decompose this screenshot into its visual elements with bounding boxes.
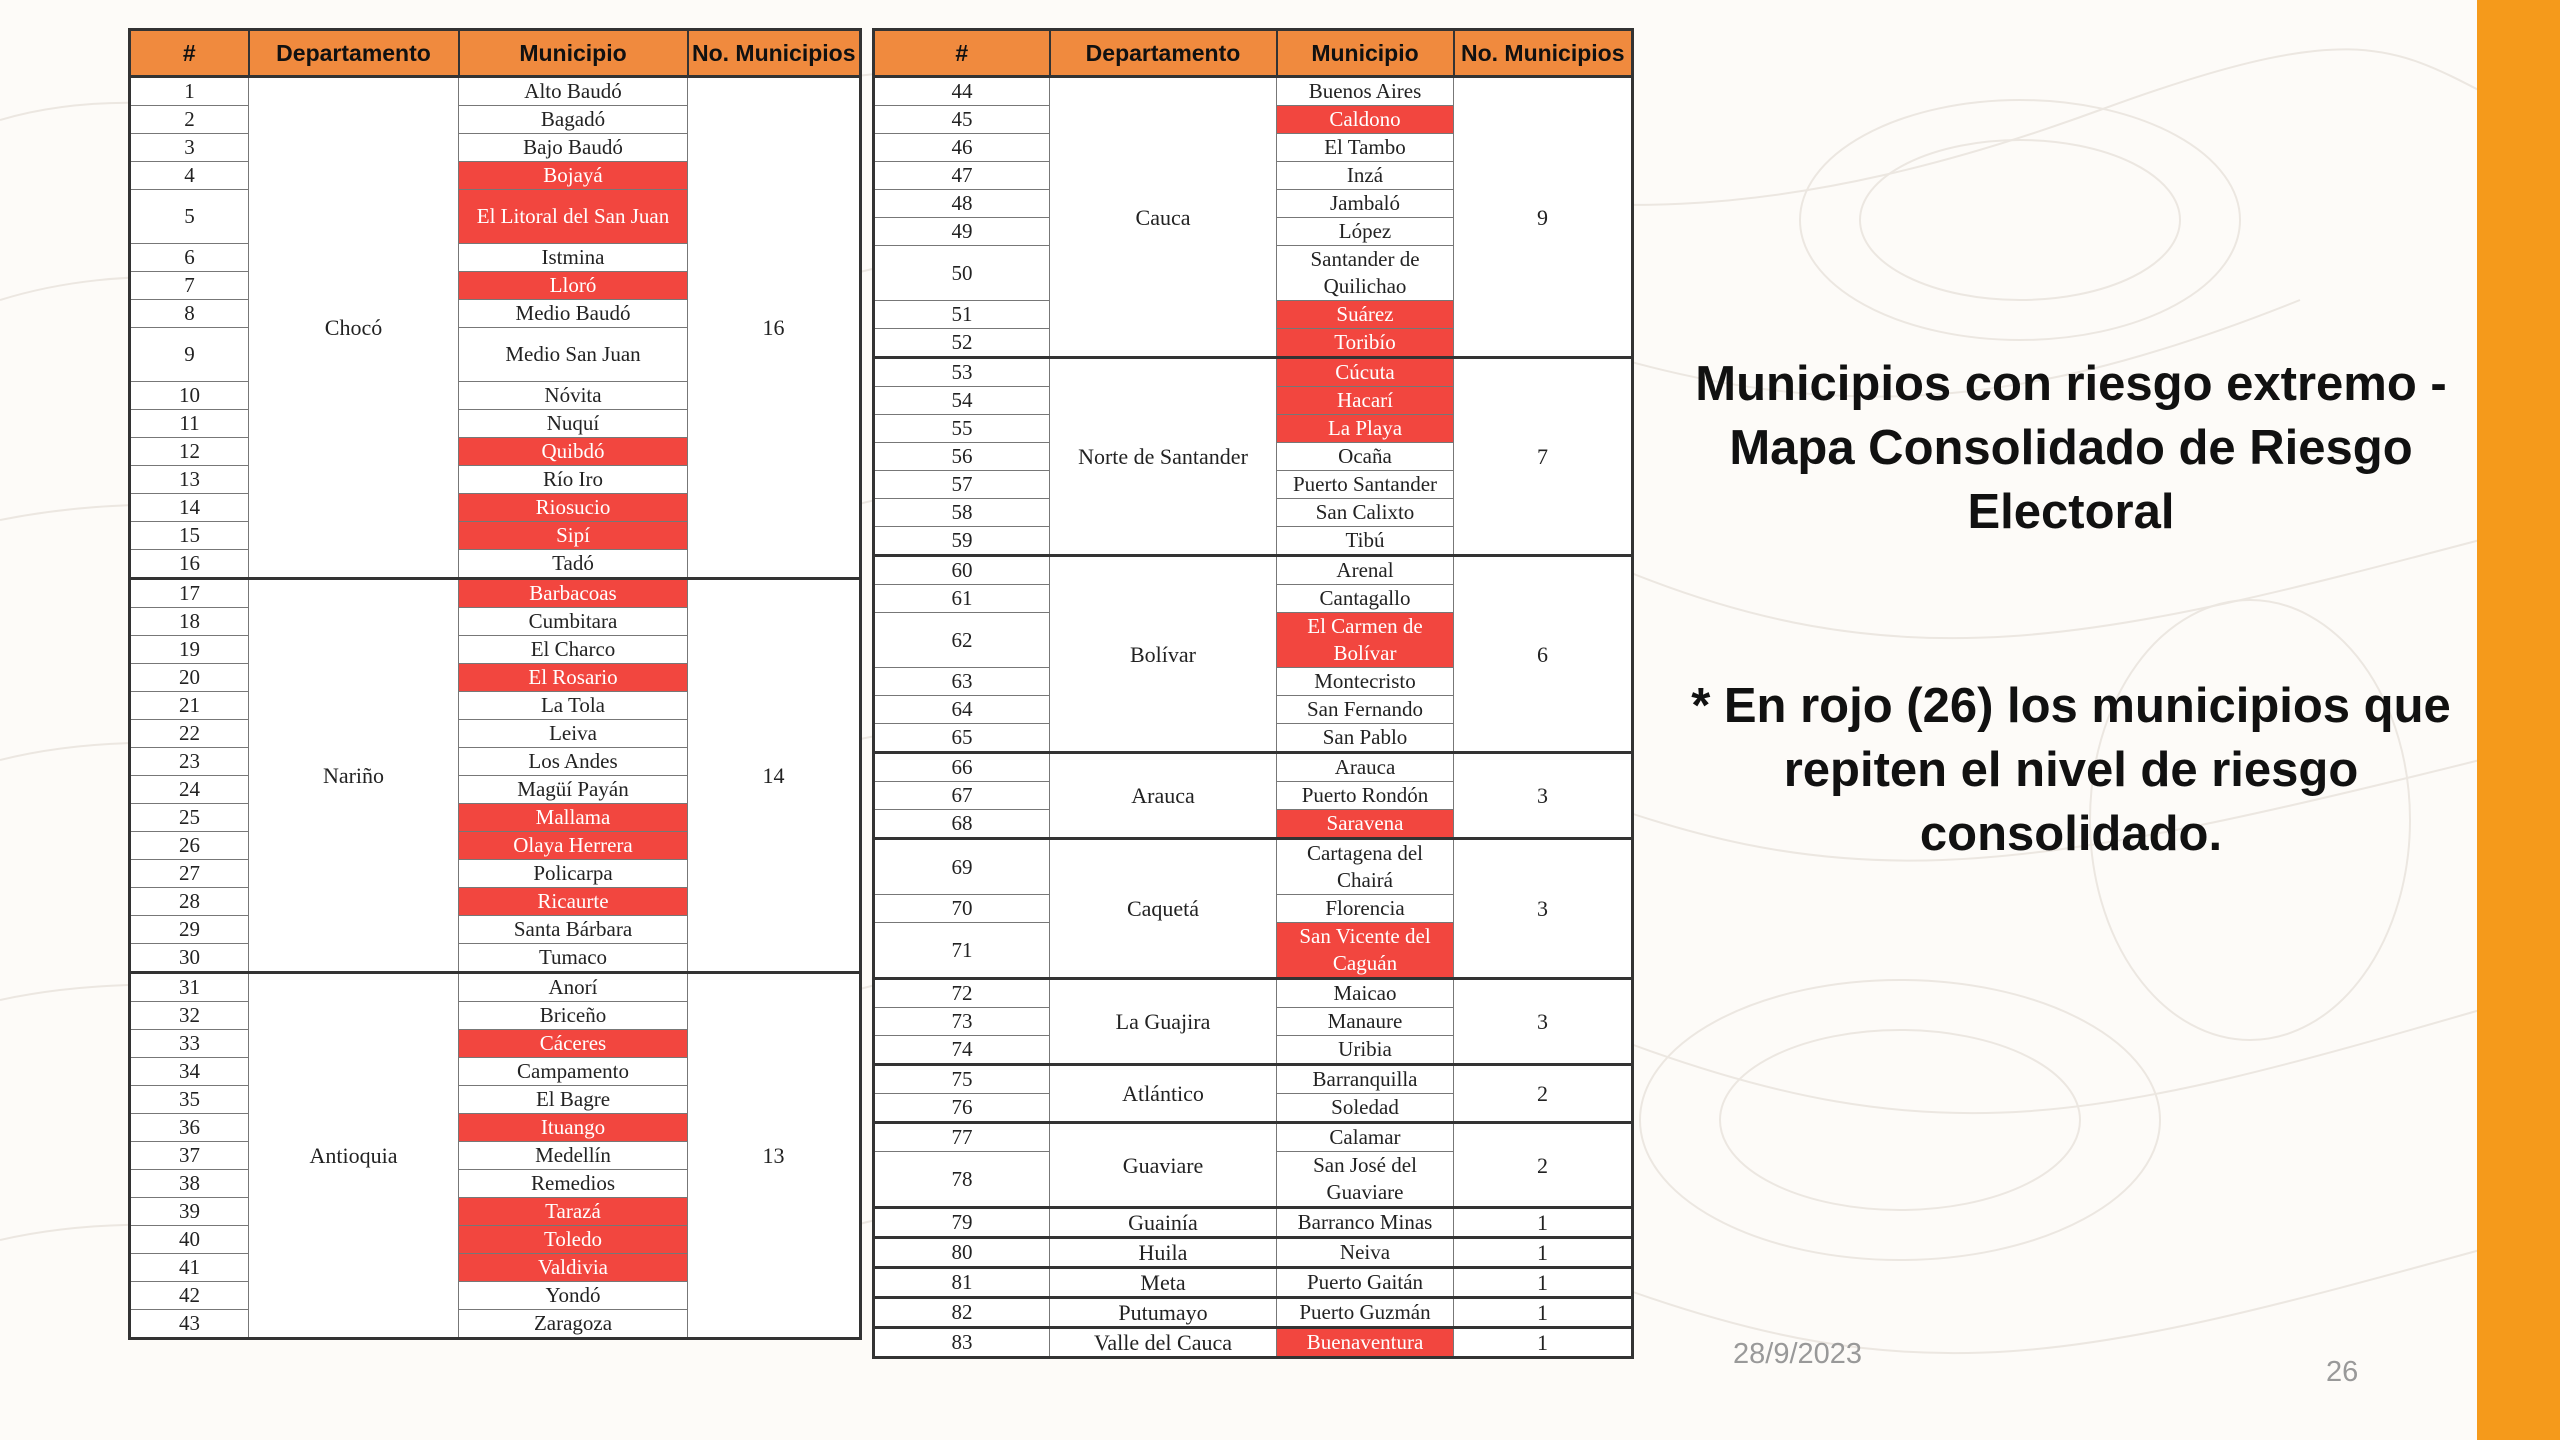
- table-row: [874, 1328, 1633, 1358]
- municipality-cell: Riosucio: [459, 494, 688, 522]
- municipality-cell: Santander de Quilichao: [1277, 246, 1454, 301]
- row-number: 51: [874, 301, 1050, 329]
- row-number: 42: [130, 1282, 249, 1310]
- municipality-cell: El Rosario: [459, 664, 688, 692]
- row-number: 81: [874, 1268, 1050, 1298]
- row-number: 43: [130, 1310, 249, 1339]
- municipality-cell: Leiva: [459, 720, 688, 748]
- row-number: 71: [874, 923, 1050, 979]
- table-row: [874, 1123, 1633, 1152]
- row-number: 59: [874, 527, 1050, 556]
- municipality-cell: Barranco Minas: [1277, 1208, 1454, 1238]
- row-number: 54: [874, 387, 1050, 415]
- row-number: 62: [874, 613, 1050, 668]
- row-number: 19: [130, 636, 249, 664]
- municipality-cell: Alto Baudó: [459, 77, 688, 106]
- header-department: Departamento: [249, 30, 459, 77]
- row-number: 65: [874, 724, 1050, 753]
- table-row: [874, 1268, 1633, 1298]
- row-number: 46: [874, 134, 1050, 162]
- row-number: 66: [874, 753, 1050, 782]
- row-number: 28: [130, 888, 249, 916]
- header-department: Departamento: [1050, 30, 1277, 77]
- header-number: #: [130, 30, 249, 77]
- municipality-cell: Tibú: [1277, 527, 1454, 556]
- municipality-count-cell: 16: [688, 77, 861, 579]
- municipality-count-cell: 1: [1454, 1268, 1633, 1298]
- row-number: 36: [130, 1114, 249, 1142]
- department-cell: La Guajira: [1050, 979, 1277, 1065]
- row-number: 12: [130, 438, 249, 466]
- row-number: 74: [874, 1036, 1050, 1065]
- page-number: 26: [2326, 1356, 2359, 1388]
- row-number: 61: [874, 585, 1050, 613]
- municipality-cell: Buenaventura: [1277, 1328, 1454, 1358]
- header-count: No. Municipios: [688, 30, 861, 77]
- row-number: 25: [130, 804, 249, 832]
- municipality-count-cell: 6: [1454, 556, 1633, 753]
- row-number: 58: [874, 499, 1050, 527]
- municipality-cell: Lloró: [459, 272, 688, 300]
- municipality-cell: Saravena: [1277, 810, 1454, 839]
- row-number: 56: [874, 443, 1050, 471]
- municipality-cell: Inzá: [1277, 162, 1454, 190]
- header-municipality: Municipio: [1277, 30, 1454, 77]
- municipalities-table-left: [128, 28, 862, 1340]
- department-cell: Putumayo: [1050, 1298, 1277, 1328]
- row-number: 34: [130, 1058, 249, 1086]
- row-number: 80: [874, 1238, 1050, 1268]
- row-number: 22: [130, 720, 249, 748]
- row-number: 16: [130, 550, 249, 579]
- municipality-cell: El Carmen de Bolívar: [1277, 613, 1454, 668]
- department-cell: Huila: [1050, 1238, 1277, 1268]
- municipality-cell: Bajo Baudó: [459, 134, 688, 162]
- row-number: 23: [130, 748, 249, 776]
- municipality-cell: Toledo: [459, 1226, 688, 1254]
- row-number: 26: [130, 832, 249, 860]
- row-number: 40: [130, 1226, 249, 1254]
- municipality-cell: La Tola: [459, 692, 688, 720]
- slide-title: Municipios con riesgo extremo - Mapa Consolidado de Riesgo Electoral: [1695, 357, 2447, 539]
- row-number: 64: [874, 696, 1050, 724]
- municipality-count-cell: 1: [1454, 1298, 1633, 1328]
- municipality-cell: Ricaurte: [459, 888, 688, 916]
- row-number: 35: [130, 1086, 249, 1114]
- municipality-cell: Santa Bárbara: [459, 916, 688, 944]
- table-row: [130, 77, 861, 106]
- row-number: 37: [130, 1142, 249, 1170]
- municipality-count-cell: 1: [1454, 1328, 1633, 1358]
- municipality-cell: Puerto Rondón: [1277, 782, 1454, 810]
- row-number: 72: [874, 979, 1050, 1008]
- municipality-cell: Mallama: [459, 804, 688, 832]
- red-highlight-note: * En rojo (26) los municipios que repiten el nivel de riesgo consolidado.: [1691, 679, 2451, 861]
- department-cell: Valle del Cauca: [1050, 1328, 1277, 1358]
- row-number: 2: [130, 106, 249, 134]
- department-cell: Norte de Santander: [1050, 358, 1277, 556]
- table-row: [874, 358, 1633, 387]
- municipality-cell: Caldono: [1277, 106, 1454, 134]
- municipality-cell: Barranquilla: [1277, 1065, 1454, 1094]
- row-number: 47: [874, 162, 1050, 190]
- table-row: [874, 839, 1633, 895]
- municipality-cell: Istmina: [459, 244, 688, 272]
- header-count: No. Municipios: [1454, 30, 1633, 77]
- municipality-cell: Anorí: [459, 973, 688, 1002]
- municipality-cell: Río Iro: [459, 466, 688, 494]
- row-number: 69: [874, 839, 1050, 895]
- municipality-cell: Cáceres: [459, 1030, 688, 1058]
- row-number: 57: [874, 471, 1050, 499]
- municipality-cell: Puerto Gaitán: [1277, 1268, 1454, 1298]
- municipality-cell: Barbacoas: [459, 579, 688, 608]
- table-row: [874, 1065, 1633, 1094]
- row-number: 48: [874, 190, 1050, 218]
- row-number: 21: [130, 692, 249, 720]
- row-number: 55: [874, 415, 1050, 443]
- municipality-cell: San Pablo: [1277, 724, 1454, 753]
- row-number: 53: [874, 358, 1050, 387]
- row-number: 33: [130, 1030, 249, 1058]
- row-number: 44: [874, 77, 1050, 106]
- municipality-count-cell: 2: [1454, 1123, 1633, 1208]
- municipality-cell: Arenal: [1277, 556, 1454, 585]
- municipality-cell: Olaya Herrera: [459, 832, 688, 860]
- header-number: #: [874, 30, 1050, 77]
- row-number: 77: [874, 1123, 1050, 1152]
- accent-side-bar: [2477, 0, 2560, 1440]
- municipality-cell: El Charco: [459, 636, 688, 664]
- row-number: 24: [130, 776, 249, 804]
- department-cell: Meta: [1050, 1268, 1277, 1298]
- table-header-row: [130, 30, 861, 77]
- row-number: 78: [874, 1152, 1050, 1208]
- municipality-cell: Jambaló: [1277, 190, 1454, 218]
- department-cell: Caquetá: [1050, 839, 1277, 979]
- municipality-cell: Tadó: [459, 550, 688, 579]
- municipality-count-cell: 1: [1454, 1238, 1633, 1268]
- table-row: [874, 979, 1633, 1008]
- municipality-cell: Tarazá: [459, 1198, 688, 1226]
- municipality-cell: Los Andes: [459, 748, 688, 776]
- municipality-cell: Buenos Aires: [1277, 77, 1454, 106]
- municipality-cell: Medio San Juan: [459, 328, 688, 382]
- municipality-cell: La Playa: [1277, 415, 1454, 443]
- municipality-cell: Yondó: [459, 1282, 688, 1310]
- municipality-cell: Nuquí: [459, 410, 688, 438]
- municipality-cell: Suárez: [1277, 301, 1454, 329]
- row-number: 11: [130, 410, 249, 438]
- row-number: 7: [130, 272, 249, 300]
- municipality-cell: Manaure: [1277, 1008, 1454, 1036]
- row-number: 41: [130, 1254, 249, 1282]
- municipality-cell: San José del Guaviare: [1277, 1152, 1454, 1208]
- row-number: 15: [130, 522, 249, 550]
- row-number: 27: [130, 860, 249, 888]
- row-number: 6: [130, 244, 249, 272]
- row-number: 52: [874, 329, 1050, 358]
- municipality-cell: Neiva: [1277, 1238, 1454, 1268]
- row-number: 70: [874, 895, 1050, 923]
- table-row: [130, 579, 861, 608]
- table-row: [874, 753, 1633, 782]
- row-number: 50: [874, 246, 1050, 301]
- row-number: 82: [874, 1298, 1050, 1328]
- municipality-cell: Valdivia: [459, 1254, 688, 1282]
- municipality-cell: Cartagena del Chairá: [1277, 839, 1454, 895]
- municipality-cell: Cantagallo: [1277, 585, 1454, 613]
- row-number: 17: [130, 579, 249, 608]
- department-cell: Chocó: [249, 77, 459, 579]
- department-cell: Guainía: [1050, 1208, 1277, 1238]
- municipality-cell: Arauca: [1277, 753, 1454, 782]
- department-cell: Cauca: [1050, 77, 1277, 358]
- table-header-row: [874, 30, 1633, 77]
- municipality-cell: San Fernando: [1277, 696, 1454, 724]
- municipality-cell: El Tambo: [1277, 134, 1454, 162]
- municipality-cell: Sipí: [459, 522, 688, 550]
- municipality-cell: Cúcuta: [1277, 358, 1454, 387]
- municipality-cell: Medio Baudó: [459, 300, 688, 328]
- municipality-cell: Hacarí: [1277, 387, 1454, 415]
- municipality-cell: Policarpa: [459, 860, 688, 888]
- row-number: 38: [130, 1170, 249, 1198]
- municipality-cell: Ocaña: [1277, 443, 1454, 471]
- department-cell: Arauca: [1050, 753, 1277, 839]
- department-cell: Atlántico: [1050, 1065, 1277, 1123]
- header-municipality: Municipio: [459, 30, 688, 77]
- row-number: 32: [130, 1002, 249, 1030]
- row-number: 31: [130, 973, 249, 1002]
- row-number: 49: [874, 218, 1050, 246]
- row-number: 20: [130, 664, 249, 692]
- municipality-cell: López: [1277, 218, 1454, 246]
- row-number: 83: [874, 1328, 1050, 1358]
- municipality-count-cell: 7: [1454, 358, 1633, 556]
- row-number: 79: [874, 1208, 1050, 1238]
- municipality-cell: Ituango: [459, 1114, 688, 1142]
- table-row: [874, 1238, 1633, 1268]
- table-row: [130, 973, 861, 1002]
- municipality-count-cell: 9: [1454, 77, 1633, 358]
- row-number: 45: [874, 106, 1050, 134]
- municipality-cell: Bojayá: [459, 162, 688, 190]
- row-number: 73: [874, 1008, 1050, 1036]
- row-number: 3: [130, 134, 249, 162]
- municipality-cell: El Bagre: [459, 1086, 688, 1114]
- municipality-cell: Uribia: [1277, 1036, 1454, 1065]
- row-number: 63: [874, 668, 1050, 696]
- municipality-count-cell: 3: [1454, 979, 1633, 1065]
- row-number: 68: [874, 810, 1050, 839]
- table-row: [874, 77, 1633, 106]
- municipality-cell: Quibdó: [459, 438, 688, 466]
- municipality-count-cell: 14: [688, 579, 861, 973]
- row-number: 8: [130, 300, 249, 328]
- municipality-cell: El Litoral del San Juan: [459, 190, 688, 244]
- municipality-cell: Puerto Santander: [1277, 471, 1454, 499]
- municipality-cell: San Vicente del Caguán: [1277, 923, 1454, 979]
- municipality-cell: Briceño: [459, 1002, 688, 1030]
- municipality-cell: Remedios: [459, 1170, 688, 1198]
- row-number: 1: [130, 77, 249, 106]
- row-number: 9: [130, 328, 249, 382]
- municipality-count-cell: 13: [688, 973, 861, 1339]
- municipality-cell: San Calixto: [1277, 499, 1454, 527]
- department-cell: Guaviare: [1050, 1123, 1277, 1208]
- row-number: 76: [874, 1094, 1050, 1123]
- municipality-cell: Tumaco: [459, 944, 688, 973]
- row-number: 10: [130, 382, 249, 410]
- municipality-cell: Montecristo: [1277, 668, 1454, 696]
- municipality-cell: Campamento: [459, 1058, 688, 1086]
- municipality-count-cell: 3: [1454, 839, 1633, 979]
- table-row: [874, 1298, 1633, 1328]
- municipality-count-cell: 2: [1454, 1065, 1633, 1123]
- row-number: 60: [874, 556, 1050, 585]
- row-number: 4: [130, 162, 249, 190]
- municipality-cell: Medellín: [459, 1142, 688, 1170]
- municipality-cell: Bagadó: [459, 106, 688, 134]
- row-number: 18: [130, 608, 249, 636]
- department-cell: Antioquia: [249, 973, 459, 1339]
- municipality-cell: Toribío: [1277, 329, 1454, 358]
- row-number: 5: [130, 190, 249, 244]
- municipality-cell: Maicao: [1277, 979, 1454, 1008]
- row-number: 30: [130, 944, 249, 973]
- department-cell: Bolívar: [1050, 556, 1277, 753]
- municipalities-table-right: [872, 28, 1634, 1359]
- row-number: 75: [874, 1065, 1050, 1094]
- municipality-cell: Puerto Guzmán: [1277, 1298, 1454, 1328]
- municipality-cell: Soledad: [1277, 1094, 1454, 1123]
- municipality-cell: Cumbitara: [459, 608, 688, 636]
- municipality-cell: Zaragoza: [459, 1310, 688, 1339]
- row-number: 14: [130, 494, 249, 522]
- row-number: 13: [130, 466, 249, 494]
- municipality-count-cell: 3: [1454, 753, 1633, 839]
- row-number: 39: [130, 1198, 249, 1226]
- municipality-cell: Nóvita: [459, 382, 688, 410]
- table-row: [874, 556, 1633, 585]
- municipality-cell: Calamar: [1277, 1123, 1454, 1152]
- footer-date: 28/9/2023: [1733, 1338, 1863, 1370]
- row-number: 29: [130, 916, 249, 944]
- department-cell: Nariño: [249, 579, 459, 973]
- row-number: 67: [874, 782, 1050, 810]
- table-row: [874, 1208, 1633, 1238]
- municipality-cell: Florencia: [1277, 895, 1454, 923]
- municipality-count-cell: 1: [1454, 1208, 1633, 1238]
- municipality-cell: Magüí Payán: [459, 776, 688, 804]
